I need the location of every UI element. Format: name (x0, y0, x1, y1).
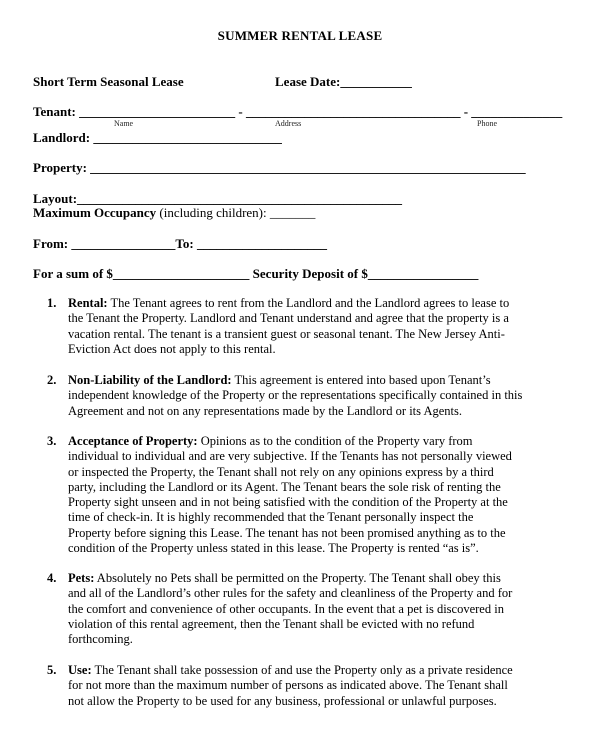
clause-heading: Non-Liability of the Landlord: (68, 373, 232, 387)
clause-line: the comfort and convenience of other occupants. In the event that a pet is discovered in (68, 601, 504, 616)
tenant-phone-caption: Phone (477, 119, 497, 128)
clause-line: Opinions as to the condition of the Property vary from (197, 434, 473, 448)
tenant-field[interactable]: Tenant: ________________________ - _________________________________ - ______________ (33, 104, 563, 119)
clause-line: individual to individual and are very subjective. If the Tenants has not personally viewed (68, 449, 512, 464)
clause-line: time of check-in. It is highly recommended that the Tenant personally inspect the (68, 510, 474, 525)
clause-number: 1. (47, 296, 57, 310)
layout-field[interactable]: Layout:__________________________________________________ (33, 191, 403, 206)
clause-line: not allow the Property to be used for any business, professional or unlawful purposes. (68, 693, 497, 708)
clause-line: for not more than the maximum number of persons as indicated above. The Tenant shall (68, 678, 508, 693)
clause-heading: Pets: (68, 571, 95, 585)
clause-number: 3. (47, 434, 57, 448)
tenant-name-caption: Name (114, 119, 134, 128)
max-occupancy-label: Maximum Occupancy (33, 205, 157, 220)
clause-non-liability (33, 373, 563, 419)
clause-heading: Acceptance of Property: (68, 434, 198, 448)
from-to-field[interactable]: From: ________________To: ____________________ (33, 236, 327, 251)
clause-number: 2. (47, 373, 57, 387)
clause-acceptance (33, 434, 563, 556)
clause-heading: Use: (68, 663, 92, 677)
clause-line: Eviction Act does not apply to this rental. (68, 341, 276, 356)
clause-line: The Tenant shall take possession of and use the Property only as a private residence (91, 663, 513, 677)
clause-heading: Rental: (68, 296, 108, 310)
clause-line: Absolutely no Pets shall be permitted on the Property. The Tenant shall obey this (94, 571, 501, 585)
clause-line: or inspected the Property, the Tenant shall not rely on any opinions express by a third (68, 464, 494, 479)
clause-line: party, including the Landlord or its Agent. The Tenant bears the sole risk of renting the (68, 479, 501, 494)
tenant-address-caption: Address (275, 119, 302, 128)
clause-use (33, 663, 563, 709)
clause-line: This agreement is entered into based upon Tenant’s (231, 373, 491, 387)
clause-line: Property sight unseen and in not being satisfied with the condition of the Property at the (68, 495, 508, 510)
clause-number: 4. (47, 571, 57, 585)
document-title: SUMMER RENTAL LEASE (217, 28, 383, 43)
clause-number: 5. (47, 663, 57, 677)
clause-line: forthcoming. (68, 632, 133, 647)
clause-line: Property before signing this Lease. The tenant has not been promised anything as to the (68, 525, 506, 540)
lease-type-label: Short Term Seasonal Lease (33, 74, 184, 89)
clause-line: and all of the Landlord’s other rules for the safety and cleanliness of the Property and for (68, 586, 513, 601)
clause-line: condition of the Property unless stated in this lease. The Property is rented “as is”. (68, 541, 479, 556)
clause-line: vacation rental. The tenant is a transient guest or seasonal tenant. The New Jersey Anti- (68, 326, 505, 341)
clause-line: Agreement and not on any representations made by the Landlord or its Agents. (68, 403, 462, 418)
landlord-field[interactable]: Landlord: _____________________________ (33, 130, 282, 145)
max-occupancy-field[interactable]: (including children): _______ (159, 205, 316, 220)
property-field[interactable]: Property: ___________________________________________________________________ (33, 160, 526, 175)
clause-line: The Tenant agrees to rent from the Landlord and the Landlord agrees to lease to (107, 296, 510, 310)
clause-line: violation of this rental agreement, then the Tenant shall be evicted with no refund (68, 616, 475, 631)
lease-date-field[interactable]: Lease Date:___________ (275, 74, 412, 89)
sum-deposit-field[interactable]: For a sum of $_____________________ Security Deposit of $_________________ (33, 266, 479, 281)
max-occupancy-row (33, 205, 315, 220)
clause-rental (33, 296, 563, 357)
clause-line: the Tenant the Property. Landlord and Tenant understand and agree that the property is a (68, 311, 509, 326)
clause-pets (33, 571, 563, 647)
clause-line: independent knowledge of the Property or the representations specifically contained in this (68, 388, 523, 403)
